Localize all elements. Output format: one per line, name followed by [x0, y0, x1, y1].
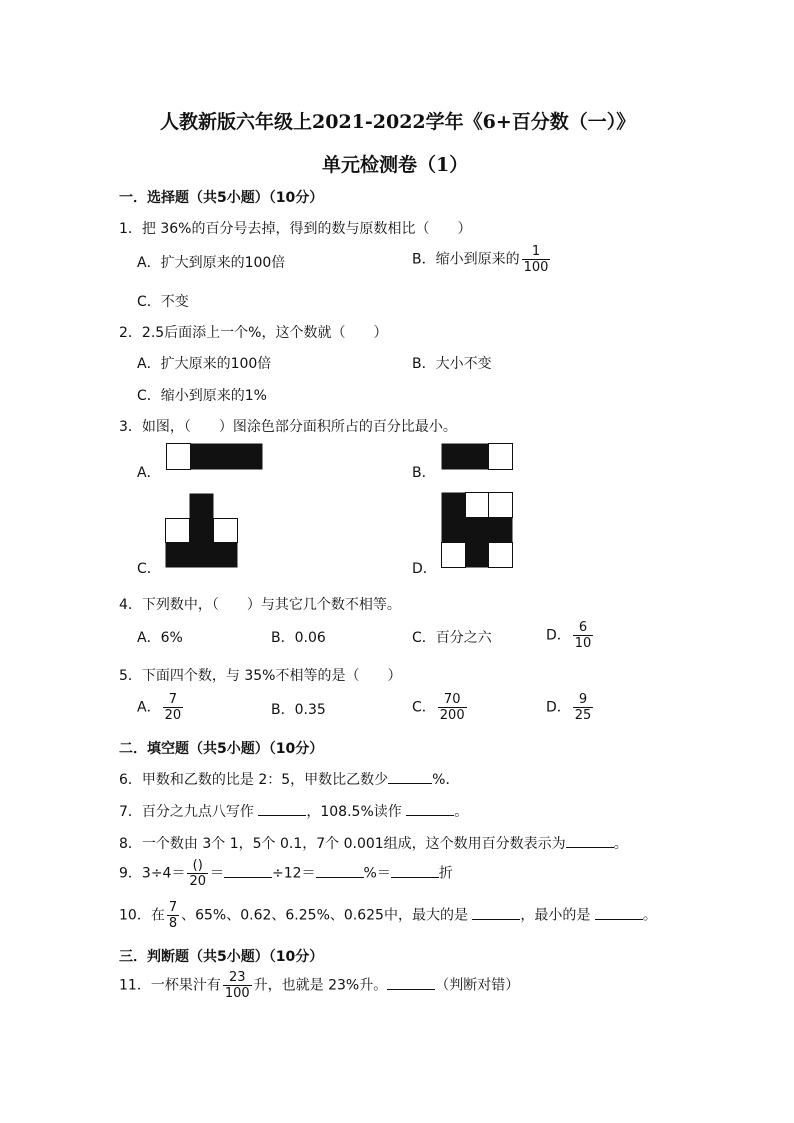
answer-blank[interactable] — [258, 801, 306, 816]
figure-c — [165, 493, 238, 568]
question-2-option-a: A．扩大原来的100倍 — [137, 356, 272, 372]
question-5-option-a: A． $\frac{7}{20}$ — [137, 692, 182, 723]
question-3-stem: 3．如图，（ ）图涂色部分面积所占的百分比最小。 — [119, 419, 457, 435]
question-2-option-c: C．缩小到原来的1% — [137, 388, 267, 404]
question-2-stem: 2．2.5后面添上一个%，这个数就（ ） — [119, 325, 388, 341]
question-1-option-c: C．不变 — [137, 294, 189, 310]
question-5-option-b: B．0.35 — [271, 702, 326, 718]
section-heading-judge: 三．判断题（共5小题）（10分） — [119, 949, 324, 965]
fraction: $\frac{()}{20}$ — [189, 858, 206, 889]
question-2-option-b: B．大小不变 — [412, 356, 492, 372]
question-3-option-b-label: B． — [412, 465, 436, 481]
answer-blank[interactable] — [472, 905, 520, 920]
question-1-option-a: A．扩大到原来的100倍 — [137, 255, 286, 271]
question-10: 10．在 $\frac{7}{8}$ 、65%、0.62、6.25%、0.625中，最大的是 ，最小的是 。 — [119, 900, 657, 931]
section-heading-choice: 一．选择题（共5小题）（10分） — [119, 190, 324, 206]
answer-blank[interactable] — [391, 863, 439, 878]
answer-blank[interactable] — [387, 975, 435, 990]
question-1-option-b: B．缩小到原来的 $\frac{1}{100}$ — [412, 244, 549, 275]
question-9: 9．3÷4＝ $\frac{()}{20}$ ＝ ÷12＝ %＝ 折 — [119, 858, 453, 889]
answer-blank[interactable] — [224, 863, 272, 878]
question-4-option-b: B．0.06 — [271, 630, 326, 646]
fraction: $\frac{7}{20}$ — [164, 692, 182, 723]
fraction: $\frac{1}{100}$ — [523, 244, 549, 275]
question-5-stem: 5．下面四个数，与 35%不相等的是（ ） — [119, 668, 402, 684]
question-4-option-a: A．6% — [137, 630, 183, 646]
answer-blank[interactable] — [566, 833, 614, 848]
question-4-option-c: C．百分之六 — [412, 630, 492, 646]
question-3-option-a-label: A． — [137, 465, 161, 481]
answer-blank[interactable] — [406, 801, 454, 816]
question-5-option-d: D． $\frac{9}{25}$ — [546, 692, 592, 723]
section-heading-fill: 二．填空题（共5小题）（10分） — [119, 741, 324, 757]
answer-blank[interactable] — [595, 905, 643, 920]
question-4-stem: 4．下列数中，（ ）与其它几个数不相等。 — [119, 597, 401, 613]
question-11: 11．一杯果汁有 $\frac{23}{100}$ 升，也就是 23%升。 （判断对错） — [119, 970, 520, 1001]
question-4-option-d: D． $\frac{6}{10}$ — [546, 620, 592, 651]
question-7: 7．百分之九点八写作 ，108.5%读作 。 — [119, 801, 468, 821]
figure-a — [166, 443, 263, 471]
fraction: $\frac{23}{100}$ — [224, 970, 250, 1001]
doc-title-line2: 单元检测卷（1） — [322, 154, 469, 176]
figure-b — [441, 443, 513, 471]
answer-blank[interactable] — [316, 863, 364, 878]
fraction: $\frac{9}{25}$ — [574, 692, 592, 723]
fraction: $\frac{6}{10}$ — [574, 620, 592, 651]
question-1-stem: 1．把 36%的百分号去掉，得到的数与原数相比（ ） — [119, 221, 472, 237]
doc-title-line1: 人教新版六年级上2021-2022学年《6+百分数（一）》 — [160, 111, 636, 133]
question-3-option-c-label: C． — [137, 561, 161, 577]
question-3-option-d-label: D． — [412, 561, 437, 577]
fraction: $\frac{7}{8}$ — [168, 900, 178, 931]
answer-blank[interactable] — [388, 769, 432, 784]
figure-d — [441, 492, 513, 568]
question-6: 6．甲数和乙数的比是 2：5，甲数比乙数少 %． — [119, 769, 459, 789]
question-8: 8．一个数由 3个 1，5个 0.1，7个 0.001组成，这个数用百分数表示为 。 — [119, 833, 628, 853]
question-5-option-c: C． $\frac{70}{200}$ — [412, 692, 465, 723]
fraction: $\frac{70}{200}$ — [439, 692, 465, 723]
